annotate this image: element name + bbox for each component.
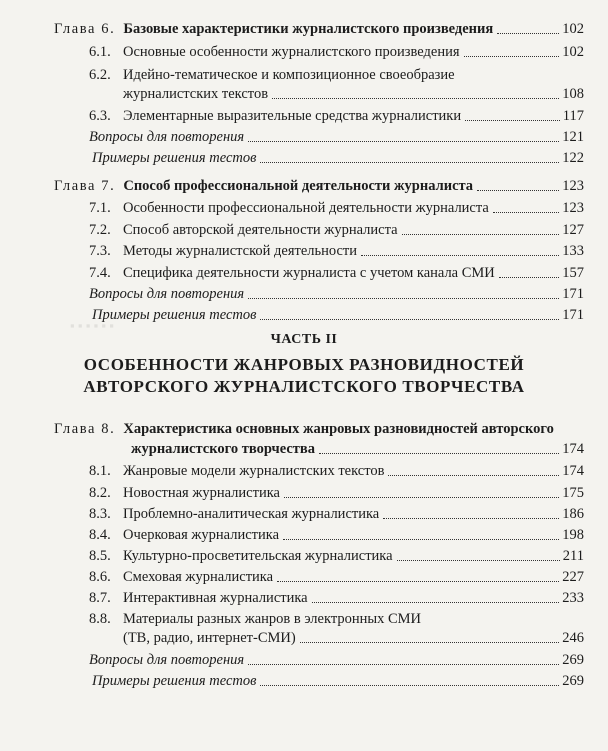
leader-dots [312,601,560,603]
leader-dots [272,97,559,99]
review-label: Вопросы для повторения [89,129,245,145]
leader-dots [283,538,559,540]
tests-label: Примеры решения тестов [92,150,257,166]
section-title: Очерковая журналистика [123,527,280,543]
page-number: 121 [562,129,584,145]
chapter-title: Базовые характеристики журналистского произведения [123,21,494,37]
leader-dots [497,32,559,34]
chapter-title: Способ профессиональной деятельности журналиста [123,178,474,194]
leader-dots [319,452,559,454]
chapter-label: Глава 7. [54,178,116,194]
section-title: Методы журналистской деятельности [123,243,358,259]
section-title: Смеховая журналистика [123,569,274,585]
page-number: 233 [562,590,584,606]
section-title: Жанровые модели журналистских текстов [123,463,385,479]
toc-section-8-7[interactable] [89,589,584,607]
section-title: Материалы разных жанров в электронных СМИ [123,611,422,627]
section-title: Новостная журналистика [123,485,280,501]
chapter-7-heading[interactable] [54,177,584,195]
section-number: 7.3. [89,243,111,259]
leader-dots [260,684,559,686]
chapter-label: Глава 8. [54,421,116,437]
toc-section-8-6[interactable] [89,568,584,586]
toc-section-7-3[interactable] [89,242,584,260]
leader-dots [388,474,559,476]
section-title-continued: журналистских текстов [123,86,269,102]
leader-dots [248,663,559,665]
chapter-6-heading[interactable] [54,20,584,38]
page-number: 246 [562,630,584,646]
section-number: 6.3. [89,108,111,124]
page-number: 122 [562,150,584,166]
page-number: 186 [562,506,584,522]
review-label: Вопросы для повторения [89,286,245,302]
toc-review-questions-8[interactable] [89,651,584,669]
leader-dots [277,580,559,582]
leader-dots [383,517,559,519]
tests-label: Примеры решения тестов [92,673,257,689]
section-title: Элементарные выразительные средства журналистики [123,108,462,124]
toc-section-8-8[interactable] [123,629,584,647]
page-number: 123 [562,200,584,216]
section-title: Особенности профессиональной деятельности журналиста [123,200,489,216]
leader-dots [260,318,559,320]
toc-section-6-3[interactable] [89,107,584,125]
page-number: 102 [562,21,584,37]
page-number: 117 [562,108,584,124]
section-number: 6.2. [89,67,111,83]
leader-dots [300,641,560,643]
page-number: 198 [562,527,584,543]
part-title-line-1: ОСОБЕННОСТИ ЖАНРОВЫХ РАЗНОВИДНОСТЕЙ [83,355,525,374]
section-title: Способ авторской деятельности журналиста [123,222,398,238]
toc-test-examples-7[interactable] [92,306,584,324]
toc-section-7-4[interactable] [89,264,584,282]
toc-section-8-1[interactable] [89,462,584,480]
page-number: 123 [562,178,584,194]
leader-dots [499,276,559,278]
section-number: 8.5. [89,548,111,564]
section-number: 6.1. [89,44,111,60]
toc-section-6-2-first-line[interactable] [89,66,455,84]
toc-section-8-2[interactable] [89,484,584,502]
toc-section-8-4[interactable] [89,526,584,544]
leader-dots [397,559,560,561]
section-title: Идейно-тематическое и композиционное своеобразие [123,67,455,83]
tests-label: Примеры решения тестов [92,307,257,323]
review-label: Вопросы для повторения [89,652,245,668]
page-number: 133 [562,243,584,259]
section-number: 7.4. [89,265,111,281]
page-number: 269 [562,673,584,689]
toc-review-questions-7[interactable] [89,285,584,303]
chapter-label: Глава 6. [54,21,116,37]
page-number: 171 [562,286,584,302]
part-number: ЧАСТЬ II [270,332,338,347]
section-number: 8.1. [89,463,111,479]
page-number: 175 [562,485,584,501]
toc-section-6-1[interactable] [89,43,584,61]
leader-dots [248,297,559,299]
page-number: 171 [562,307,584,323]
section-number: 8.4. [89,527,111,543]
toc-section-7-1[interactable] [89,199,584,217]
page-number: 157 [562,265,584,281]
section-title: Интерактивная журналистика [123,590,308,606]
toc-section-6-2[interactable] [123,85,584,103]
toc-test-examples-6[interactable] [92,149,584,167]
section-number: 8.6. [89,569,111,585]
section-title-continued: (ТВ, радио, интернет-СМИ) [123,630,296,646]
leader-dots [248,140,559,142]
part-title-line-2: АВТОРСКОГО ЖУРНАЛИСТСКОГО ТВОРЧЕСТВА [83,377,525,396]
leader-dots [402,233,560,235]
toc-section-8-5[interactable] [89,547,584,565]
section-number: 8.2. [89,485,111,501]
toc-review-questions-6[interactable] [89,128,584,146]
section-title: Основные особенности журналистского произведения [123,44,460,60]
section-number: 7.2. [89,222,111,238]
section-title: Культурно-просветительская журналистика [123,548,393,564]
page-number: 211 [562,548,584,564]
leader-dots [464,55,560,57]
page-number: 227 [562,569,584,585]
toc-section-7-2[interactable] [89,221,584,239]
section-number: 8.3. [89,506,111,522]
leader-dots [260,161,559,163]
page-number: 127 [562,222,584,238]
leader-dots [493,211,559,213]
toc-test-examples-8[interactable] [92,672,584,690]
page-number: 174 [562,463,584,479]
leader-dots [284,496,559,498]
leader-dots [477,189,559,191]
leader-dots [465,119,560,121]
page-number: 108 [562,86,584,102]
section-title: Специфика деятельности журналиста с учетом канала СМИ [123,265,495,281]
toc-section-8-8-first-line[interactable] [89,610,421,628]
section-title: Проблемно-аналитическая журналистика [123,506,380,522]
chapter-title-continued: журналистского творчества [131,441,315,457]
page-number: 102 [562,44,584,60]
chapter-8-heading-first-line[interactable] [54,420,554,438]
section-number: 8.8. [89,611,111,627]
leader-dots [361,254,559,256]
toc-section-8-3[interactable] [89,505,584,523]
chapter-title: Характеристика основных жанровых разновидностей авторского [123,421,554,437]
section-number: 7.1. [89,200,111,216]
page-number: 269 [562,652,584,668]
bleed-through-text: ▪ ▪ ▪ ▪ ▪ ▪ [70,318,114,333]
page-number: 174 [562,441,584,457]
chapter-8-heading[interactable] [131,440,584,458]
section-number: 8.7. [89,590,111,606]
